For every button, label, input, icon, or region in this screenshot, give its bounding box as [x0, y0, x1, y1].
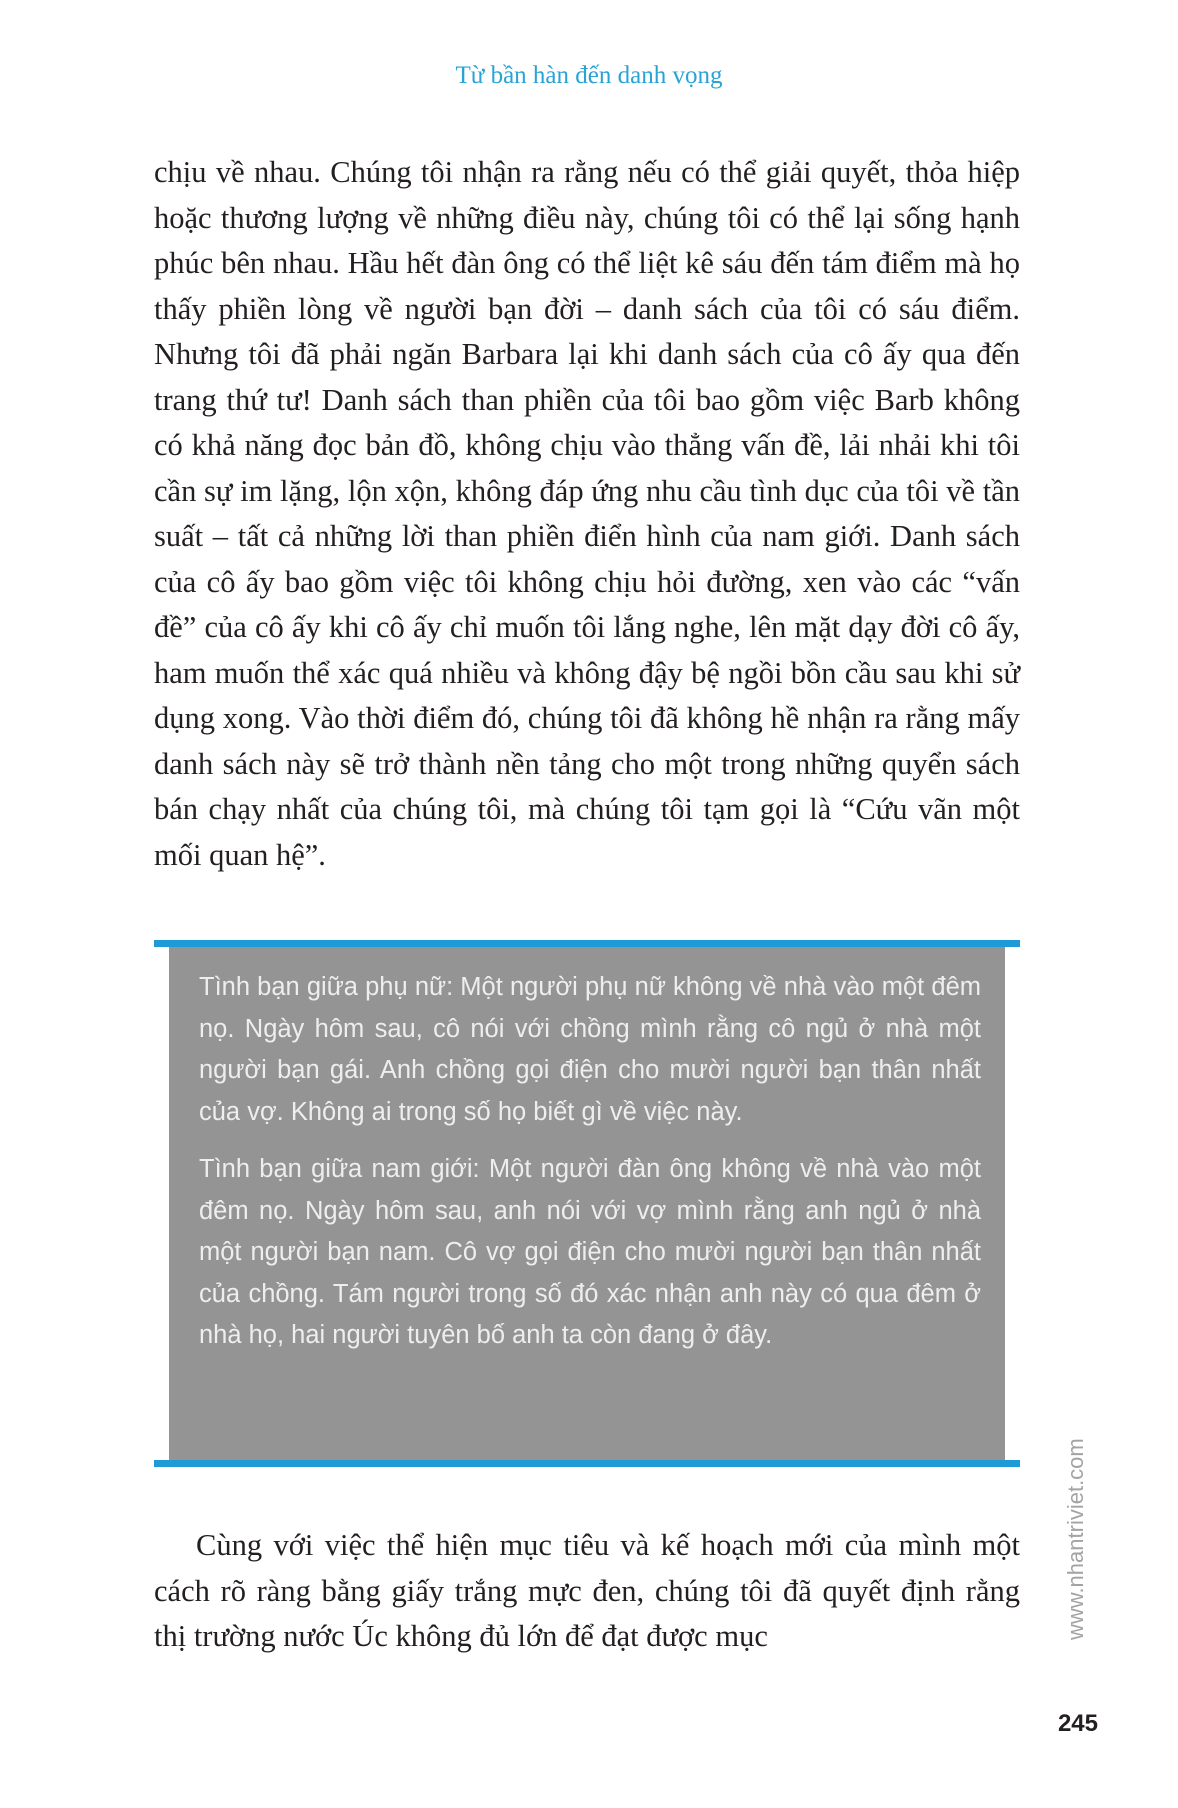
body-paragraph [154, 150, 1020, 878]
box-bottom-rule [154, 1460, 1020, 1467]
box-paragraph-women: Tình bạn giữa phụ nữ: Một người phụ nữ không về nhà vào một đêm nọ. Ngày hôm sau, cô nói với chồng mình rằng cô ngủ ở nhà một người bạn gái. Anh chồng gọi điện cho mười người bạn thân nhất của vợ. Không ai trong số họ biết gì về việc này. [199, 973, 981, 1126]
page-number: 245 [1057, 1710, 1098, 1737]
paragraph-text: chịu về nhau. Chúng tôi nhận ra rằng nếu có thể giải quyết, thỏa hiệp hoặc thương lượng về những điều này, chúng tôi có thể lại sống hạnh phúc bên nhau. Hầu hết đàn ông có thể liệt kê sáu đến tám điểm mà họ thấy phiền lòng về người bạn đời – danh sách của tôi có sáu điểm. Nhưng tôi đã phải ngăn Barbara lại khi danh sách của cô ấy qua đến trang thứ tư! Danh sách than phiền của tôi bao gồm việc Barb không có khả năng đọc bản đồ, không chịu vào thẳng vấn đề, lải nhải khi tôi cần sự im lặng, lộn xộn, không đáp ứng nhu cầu tình dục của tôi về tần suất – tất cả những lời than phiền điển hình của nam giới. Danh sách của cô ấy bao gồm việc tôi không chịu hỏi đường, xen vào các “vấn đề” của cô ấy khi cô ấy chỉ muốn tôi lắng nghe, lên mặt dạy đời cô ấy, ham muốn thể xác quá nhiều và không đậy bệ ngồi bồn cầu sau khi sử dụng xong. Vào thời điểm đó, chúng tôi đã không hề nhận ra rằng mấy danh sách này sẽ trở thành nền tảng cho một trong những quyển sách bán chạy nhất của chúng tôi, mà chúng tôi tạm gọi là “Cứu vãn một mối quan hệ”. [154, 155, 1020, 872]
box-top-rule [154, 940, 1020, 947]
box-paragraph-men: Tình bạn giữa nam giới: Một người đàn ông không về nhà vào một đêm nọ. Ngày hôm sau, anh nói với vợ mình rằng anh ngủ ở nhà một người bạn nam. Cô vợ gọi điện cho mười người bạn thân nhất của chồng. Tám người trong số đó xác nhận anh này có qua đêm ở nhà họ, hai người tuyên bố anh ta còn đang ở đây. [199, 1155, 981, 1349]
sidebar-box [169, 947, 1005, 1460]
watermark-url: www.nhantriviet.com [1063, 1438, 1088, 1640]
running-head-title: Từ bần hàn đến danh vọng [455, 62, 723, 89]
paragraph-text: Cùng với việc thể hiện mục tiêu và kế hoạch mới của mình một cách rõ ràng bằng giấy trắng mực đen, chúng tôi đã quyết định rằng thị trường nước Úc không đủ lớn để đạt được mục [154, 1528, 1020, 1653]
body-paragraph [154, 1523, 1020, 1660]
